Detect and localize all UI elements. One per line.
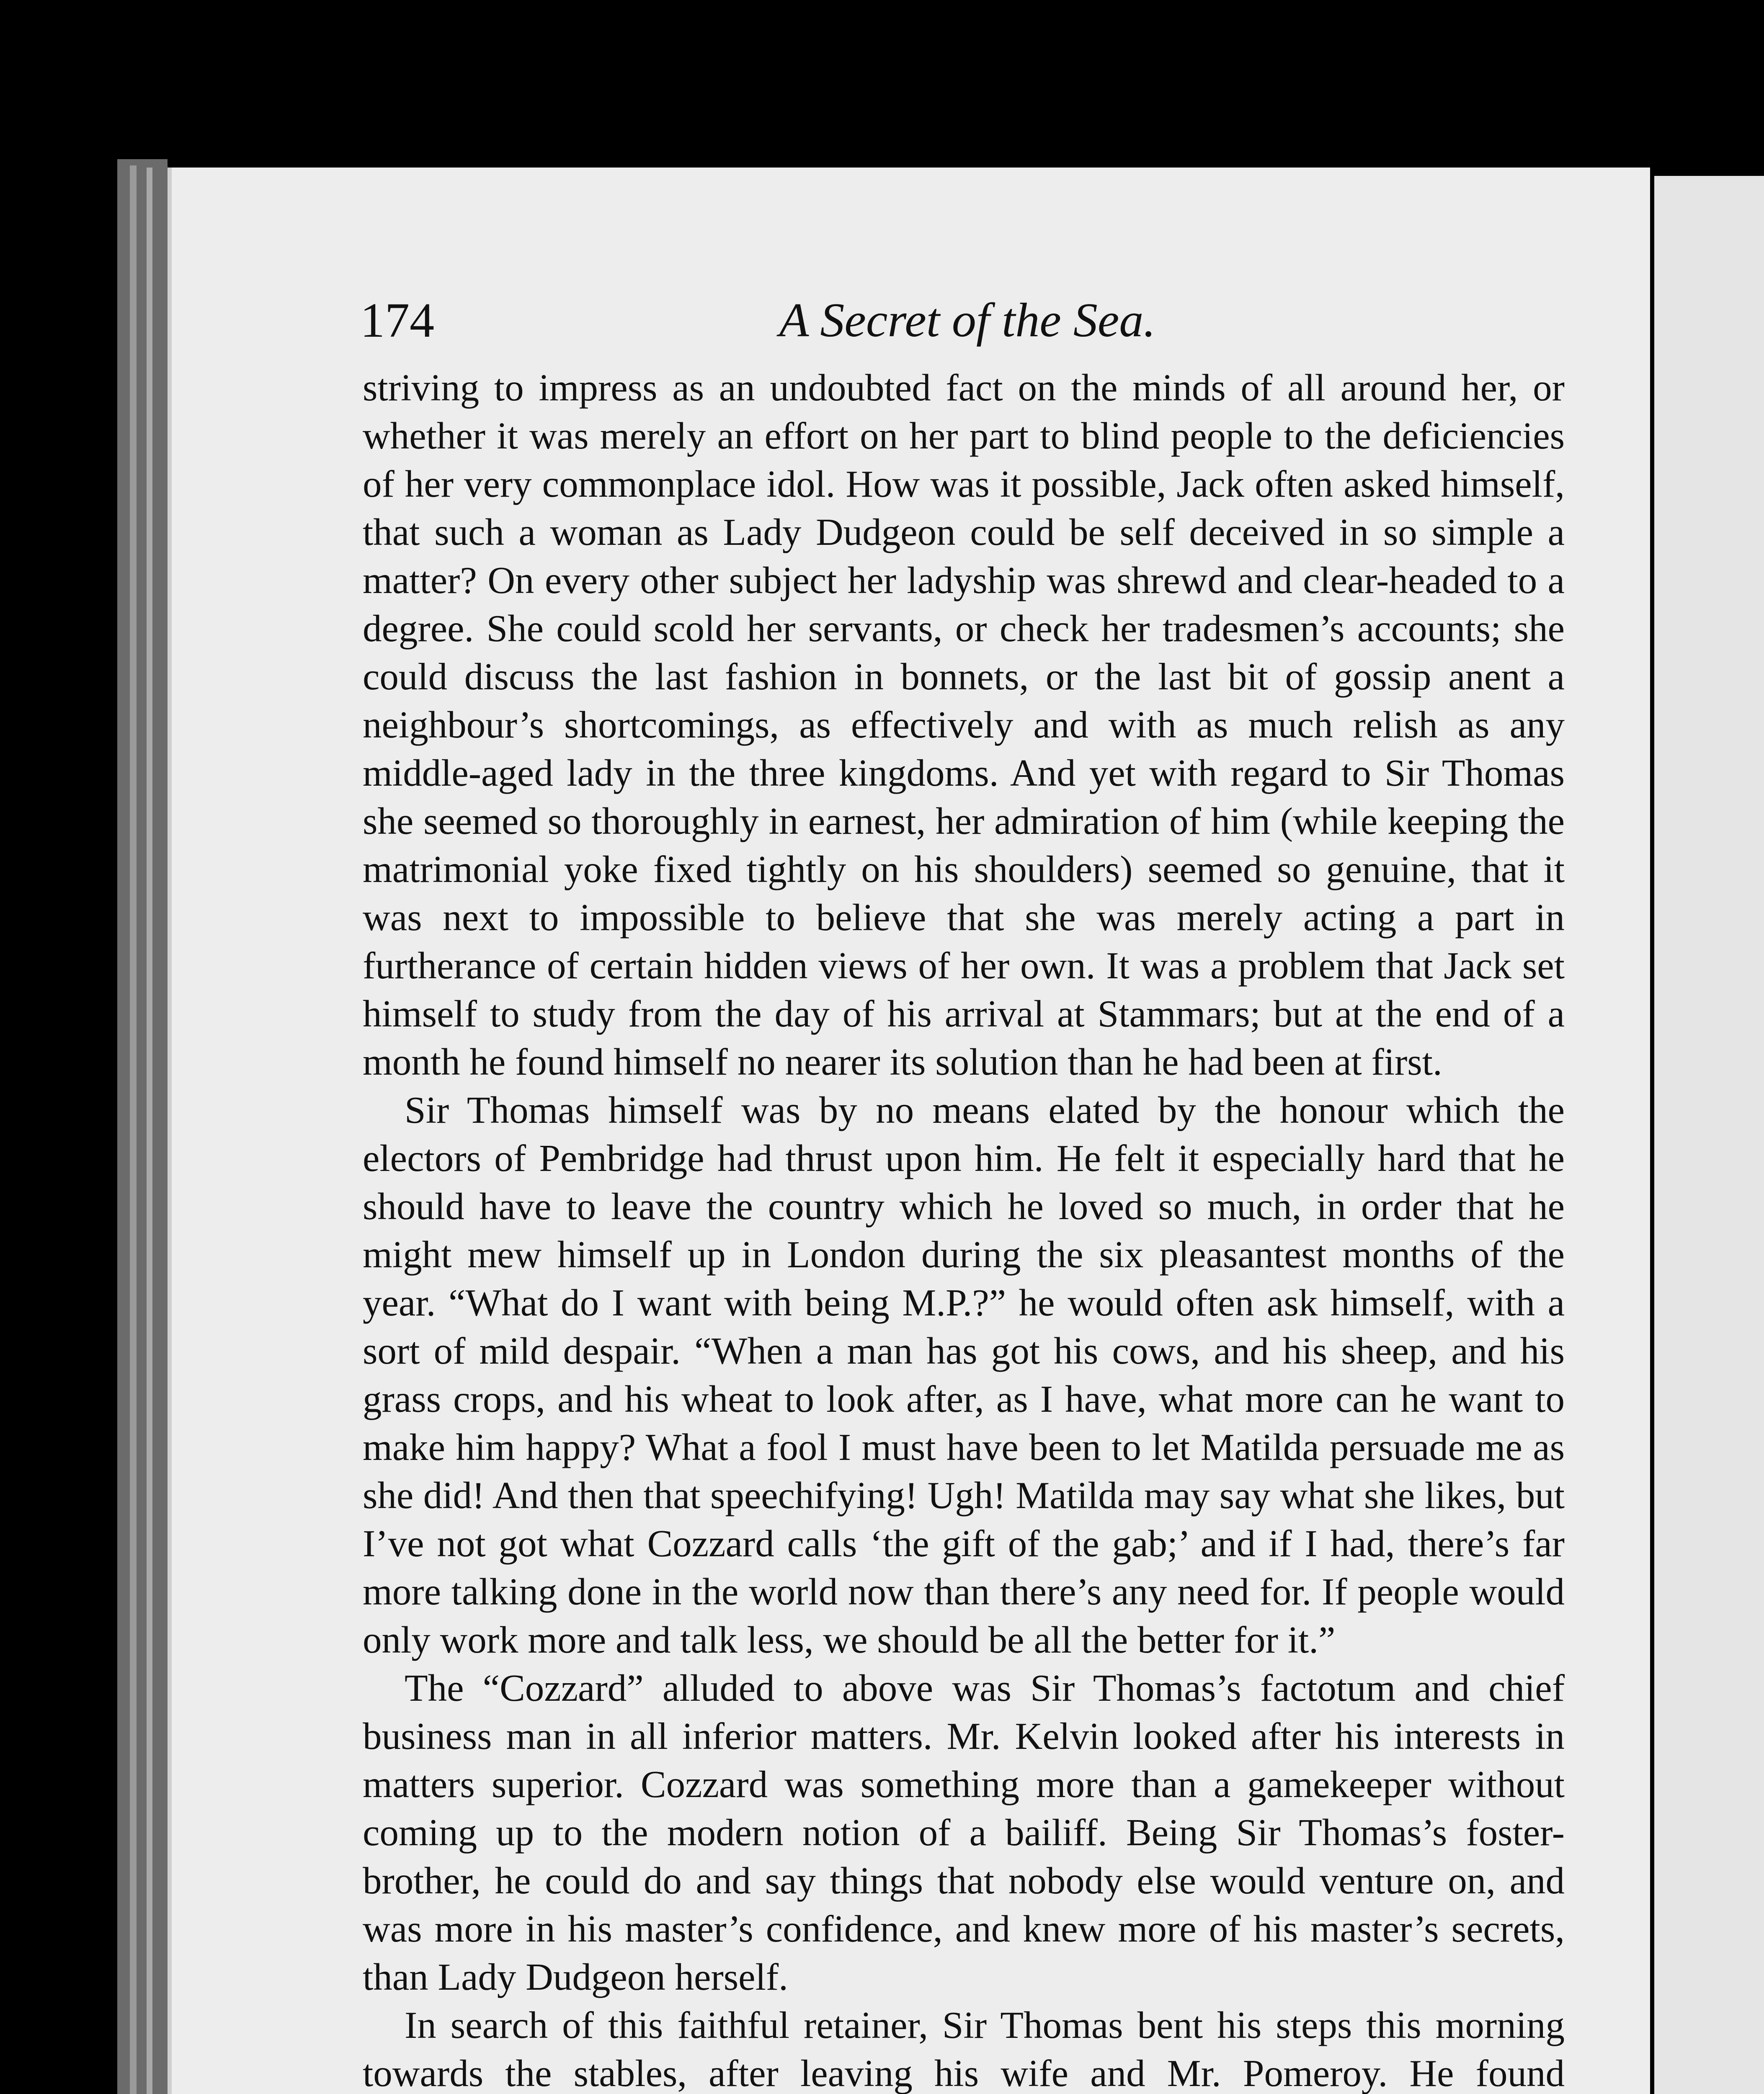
- facing-page-edge: [1654, 176, 1764, 2094]
- page-stack-edge: [117, 159, 168, 2094]
- paragraph: striving to impress as an undoubted fact on the minds of all around her, or whether it was merely an effort on her part to blind people to the deficiencies of her very commonplace idol. How was it possible, Jack often asked himself, that such a woman as Lady Dudgeon could be self deceived in so simple a matter? On every other subject her ladyship was shrewd and clear-headed to a degree. She could scold her servants, or check her tradesmen’s accounts; she could discuss the last fashion in bonnets, or the last bit of gossip anent a neighbour’s shortcomings, as effectively and with as much relish as any middle-aged lady in the three kingdoms. And yet with regard to Sir Thomas she seemed so thoroughly in earnest, her admiration of him (while keeping the matrimonial yoke fixed tightly on his shoulders) seemed so genuine, that it was next to impossible to believe that she was merely acting a part in furtherance of certain hidden views of her own. It was a problem that Jack set himself to study from the day of his arrival at Stammars; but at the end of a month he found himself no nearer its solution than he had been at first.: [363, 366, 1565, 1083]
- page-stack-edge-inner: [130, 165, 137, 2094]
- page-stack-edge-inner: [147, 168, 152, 2094]
- paragraph: The “Cozzard” alluded to above was Sir Thomas’s factotum and chief business man in all inferior matters. Mr. Kelvin looked after his interests in matters superior. Cozzard was something more than a gamekeeper without coming up to the modern notion of a bailiff. Being Sir Thomas’s foster-brother, he could do and say things that nobody else would venture on, and was more in his master’s confidence, and knew more of his master’s secrets, than Lady Dudgeon herself.: [363, 1667, 1565, 1998]
- page-header: [360, 293, 1575, 348]
- page-number: 174: [360, 293, 434, 348]
- body-text: [363, 364, 1565, 2094]
- running-title: A Secret of the Sea.: [779, 294, 1156, 347]
- paragraph: In search of this faithful retainer, Sir Thomas bent his steps this morning towards the stables, after leaving his wife and Mr. Pomeroy. He found: [363, 2004, 1565, 2094]
- paragraph: Sir Thomas himself was by no means elated by the honour which the electors of Pembridge had thrust upon him. He felt it especially hard that he should have to leave the country which he loved so much, in order that he might mew himself up in London during the six pleasantest months of the year. “What do I want with being M.P.?” he would often ask himself, with a sort of mild despair. “When a man has got his cows, and his sheep, and his grass crops, and his wheat to look after, as I have, what more can he want to make him happy? What a fool I must have been to let Matilda persuade me as she did! And then that speechifying! Ugh! Matilda may say what she likes, but I’ve not got what Cozzard calls ‘the gift of the gab;’ and if I had, there’s far more talking done in the world now than there’s any need for. If people would only work more and talk less, we should be all the better for it.”: [363, 1089, 1565, 1661]
